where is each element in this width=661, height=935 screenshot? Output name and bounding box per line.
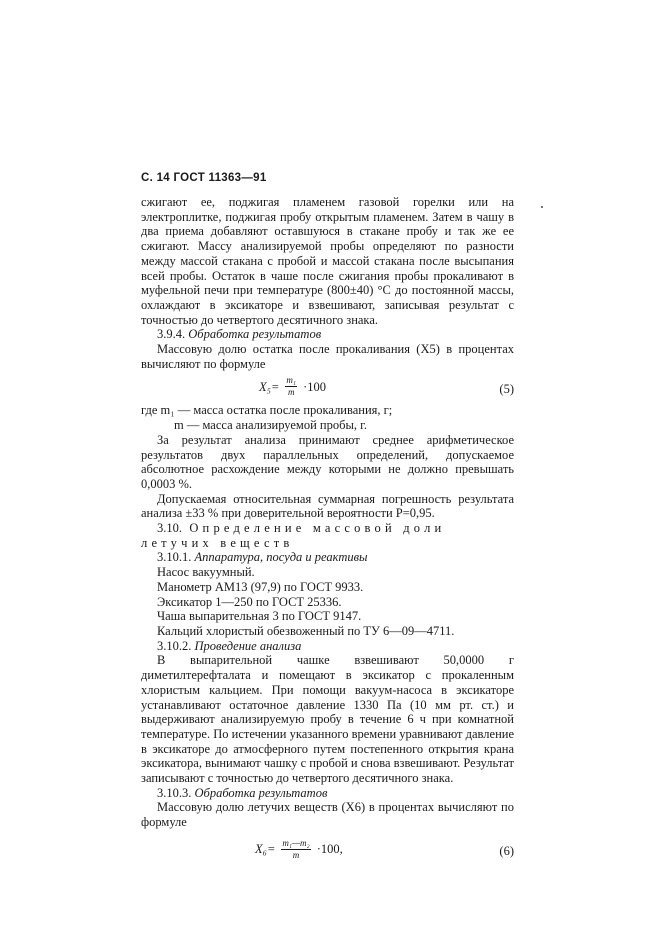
equipment-item: Эксикатор 1—250 по ГОСТ 25336. <box>157 594 342 609</box>
formula-fraction <box>285 375 297 398</box>
formula-numerator: m₁ <box>286 375 297 386</box>
formula-multiplier: ·100, <box>316 841 343 856</box>
formula-6 <box>141 830 514 868</box>
equipment-item: Манометр АМ13 (97,9) по ГОСТ 9933. <box>157 579 364 594</box>
formula-multiplier: ·100 <box>303 379 326 394</box>
section-3-9-4-heading <box>141 327 514 342</box>
page-header: С. 14 ГОСТ 11363—91 <box>141 172 267 184</box>
section-number: 3.10. <box>157 521 182 536</box>
section-number: 3.10.3. <box>157 785 192 800</box>
formula-denominator: m <box>287 387 295 398</box>
paragraph-x5-intro: Массовую долю остатка после прокаливания (X5) в процентах вычисляют по формуле <box>141 342 514 371</box>
section-title: Обработка результатов <box>188 327 322 342</box>
section-3-10-heading <box>141 521 514 550</box>
section-3-10-1-heading <box>141 550 514 565</box>
section-title: Проведение анализа <box>194 638 302 653</box>
formula-fraction <box>281 838 310 861</box>
equipment-item: Насос вакуумный. <box>157 565 255 580</box>
equipment-item: Чаша выпарительная 3 по ГОСТ 9147. <box>157 609 362 624</box>
paragraph-intro: сжигают ее, поджигая пламенем газовой горелки или на электроплитке, поджигая пробу открытым пламенем. Затем в чашу в два приема добавляют оставшуюся в стакане пробу и так же ее сжигают. Массу анализируемой пробы определяют по разности между массой стакана с пробой и массой стакана после высыпания всей пробы. Остаток в чаше после сжигания пробы прокаливают в муфельной печи при температуре (800±40) °С до постоянной массы, охлаждают в эксикаторе и взвешивают, записывая результат с точностью до четвертого десятичного знака. <box>141 195 514 327</box>
paragraph-procedure: В выпарительной чашке взвешивают 50,0000 г диметилтерефталата и помещают в эксикатор с прокаленным хлористым кальцием. При помощи вакуум-насоса в эксикаторе устанавливают остаточное давление 1330 Па (10 мм рт. ст.) и выдерживают анализируемую пробу в течение 6 ч при комнатной температуре. По истечении указанного времени уравнивают давление в эксикаторе до атмосферного путем постепенного открытия крана эксикатора, вынимают чашку с пробой и снова взвешивают. Результат записывают с точностью до четвертого десятичного знака. <box>141 653 515 786</box>
section-title: Аппаратура, посуда и реактивы <box>194 550 368 565</box>
section-title: Обработка результатов <box>194 785 328 800</box>
section-number: 3.9.4. <box>157 327 186 342</box>
section-number: 3.10.1. <box>157 550 192 565</box>
section-3-10-3-heading <box>141 786 514 801</box>
formula-lhs: X₆= <box>255 841 276 856</box>
paragraph-result: За результат анализа принимают среднее арифметическое результатов двух параллельных определений, допускаемое абсолютное расхождение между которыми не должно превышать 0,0003 %. <box>141 432 514 491</box>
scan-speck <box>541 206 543 208</box>
formula-denominator: m <box>292 849 300 860</box>
section-3-10-2-heading <box>141 639 514 654</box>
formula-number: (5) <box>499 382 514 397</box>
paragraph-x6-intro: Массовую долю летучих веществ (X6) в процентах вычисляют по формуле <box>141 800 514 830</box>
formula-5 <box>141 371 514 403</box>
formula-numerator: m₁—m₂ <box>282 837 310 848</box>
section-title: Определение массовой доли летучих веществ <box>141 521 446 550</box>
formula-number: (6) <box>499 843 514 858</box>
formula-lhs: X₅= <box>259 379 280 394</box>
paragraph-error: Допускаемая относительная суммарная погрешность результата анализа ±33 % при доверительной вероятности P=0,95. <box>141 491 514 521</box>
equipment-item: Кальций хлористый обезвоженный по ТУ 6—09—4711. <box>157 623 455 638</box>
section-number: 3.10.2. <box>157 638 192 653</box>
page-content <box>141 195 514 868</box>
where-line-2: m — масса анализируемой пробы, г. <box>174 418 367 433</box>
where-line-1: где m₁ — масса остатка после прокаливания, г; <box>141 403 393 418</box>
